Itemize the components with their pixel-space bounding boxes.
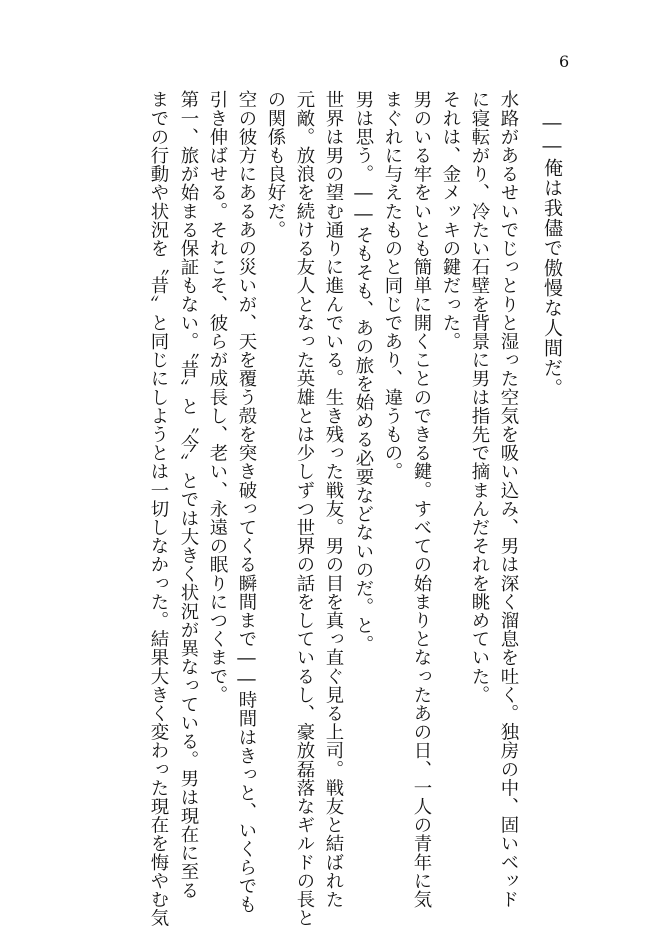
text-line-1: 水路があるせいでじっとりと湿った空気を吸い込み、男は深く溜息を吐く。独房の中、固いベッド [498,90,519,909]
text-line-11: 引き伸ばせる。それこそ、彼らが成長し、老い、永遠の眠りにつくまで。 [207,90,228,704]
text-line-4: 男のいる牢をいとも簡単に開くことのできる鍵。すべての始まりとなったあの日、一人の青年に気 [411,90,432,909]
text-line-8: 元敵。放浪を続ける友人となった英雄とは少しずつ世界の話をしているし、豪放磊落なギルドの長と [294,90,315,927]
text-line-13: までの行動や状況を〝昔〟と同じにしようとは一切しなかった。結果大きく変わった現在を悔やむ気 [148,90,169,927]
text-line-10: 空の彼方にあるあの災いが、天を覆う殻を突き破ってくる瞬間まで――時間はきっと、いくらでも [236,90,257,914]
text-line-12: 第一、旅が始まる保証もない。〝昔〟と〝今〟とでは大きく状況が異なっている。男は現在に至る [178,90,199,900]
title-line: ――俺は我儘で傲慢な人間だ。 [541,112,563,398]
text-line-7: 世界は男の望む通りに進んでいる。生き残った戦友。男の目を真っ直ぐ見る上司。戦友と結ばれた [323,90,344,909]
text-line-6: 男は思う。――そもそも、あの旅を始める必要などないのだ。と。 [353,90,374,654]
text-line-9: の関係も良好だ。 [265,90,286,239]
text-line-5: まぐれに与えたものと同じであり、違うもの。 [382,90,403,481]
text-line-2: に寝転がり、冷たい石壁を背景に男は指先で摘まんだそれを眺めていた。 [469,90,490,704]
page-number: 6 [559,52,570,71]
text-line-3: それは、金メッキの鍵だった。 [440,90,461,351]
